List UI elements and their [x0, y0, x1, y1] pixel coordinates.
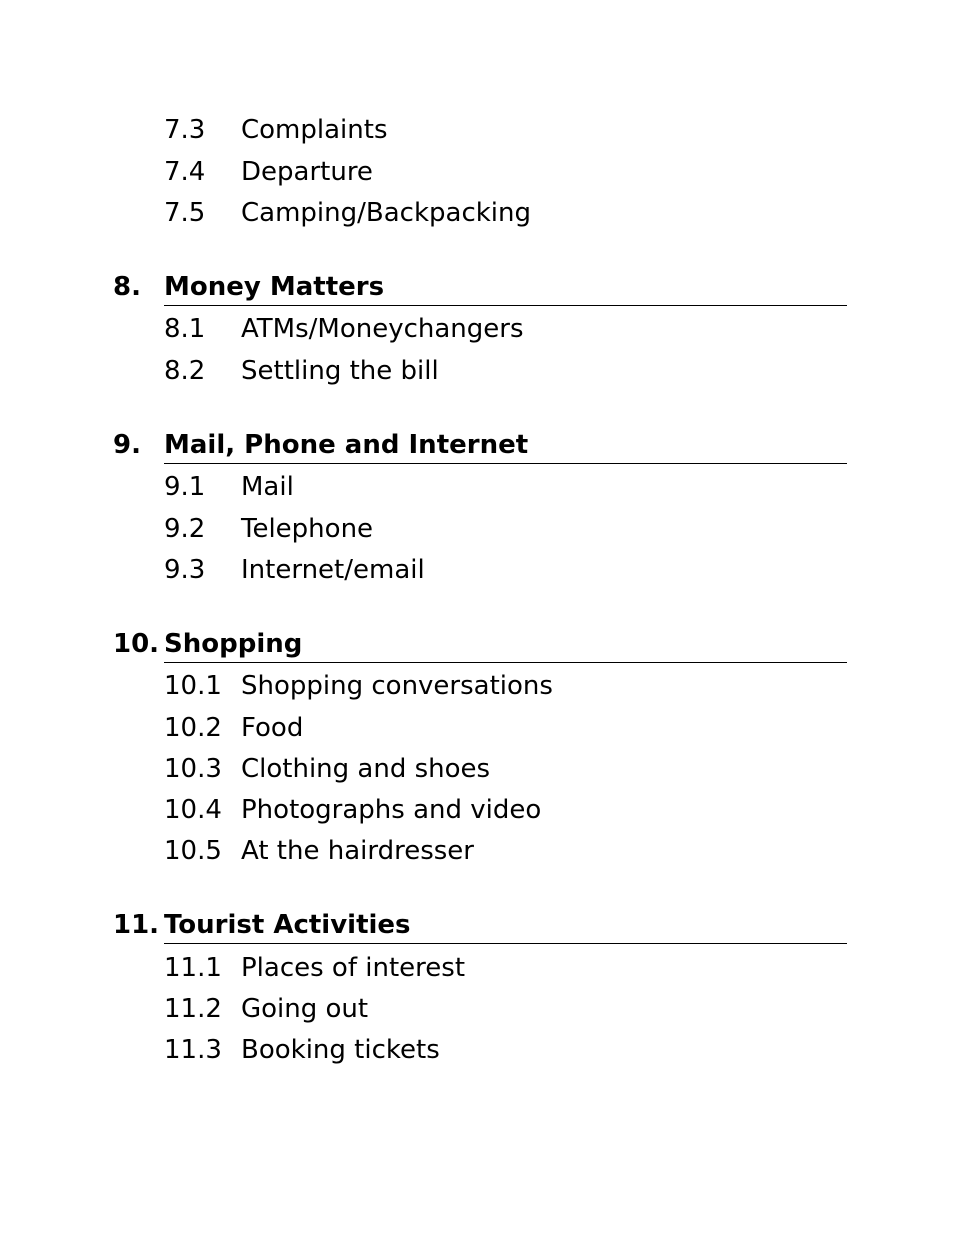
toc-item-title: Clothing and shoes — [241, 754, 491, 784]
toc-item[interactable] — [0, 835, 960, 875]
toc-item-number: 8.2 — [164, 356, 206, 386]
toc-section-title: Money Matters — [164, 272, 385, 302]
toc-item-number: 8.1 — [164, 314, 206, 344]
toc-item[interactable] — [0, 355, 960, 395]
section-divider — [164, 662, 847, 663]
toc-item-number: 9.3 — [164, 555, 206, 585]
toc-item-title: Places of interest — [241, 953, 466, 983]
toc-item-title: Photographs and video — [241, 795, 542, 825]
toc-item[interactable] — [0, 670, 960, 710]
toc-item[interactable] — [0, 952, 960, 992]
toc-item-title: Mail — [241, 472, 294, 502]
toc-item[interactable] — [0, 794, 960, 834]
toc-section-number: 10. — [113, 629, 160, 659]
toc-item-number: 11.3 — [164, 1035, 222, 1065]
toc-item-number: 11.1 — [164, 953, 222, 983]
toc-item-number: 10.4 — [164, 795, 222, 825]
toc-item-number: 7.3 — [164, 115, 206, 145]
toc-item-number: 11.2 — [164, 994, 222, 1024]
toc-item-title: Camping/Backpacking — [241, 198, 531, 228]
toc-item[interactable] — [0, 554, 960, 594]
toc-item-title: Booking tickets — [241, 1035, 440, 1065]
toc-item-title: ATMs/Moneychangers — [241, 314, 524, 344]
toc-section-title: Mail, Phone and Internet — [164, 430, 529, 460]
toc-item-title: Shopping conversations — [241, 671, 553, 701]
toc-item-number: 10.2 — [164, 713, 222, 743]
toc-item-number: 10.3 — [164, 754, 222, 784]
toc-item-number: 7.4 — [164, 157, 206, 187]
section-divider — [164, 305, 847, 306]
toc-item[interactable] — [0, 313, 960, 353]
toc-item-number: 10.5 — [164, 836, 222, 866]
toc-item[interactable] — [0, 156, 960, 196]
toc-item[interactable] — [0, 1034, 960, 1074]
toc-section-number: 9. — [113, 430, 141, 460]
toc-item[interactable] — [0, 471, 960, 511]
toc-section-number: 8. — [113, 272, 141, 302]
toc-item-number: 10.1 — [164, 671, 222, 701]
toc-item-number: 9.1 — [164, 472, 206, 502]
toc-item-title: Internet/email — [241, 555, 425, 585]
toc-item[interactable] — [0, 114, 960, 154]
toc-item[interactable] — [0, 513, 960, 553]
toc-item-title: At the hairdresser — [241, 836, 474, 866]
section-divider — [164, 943, 847, 944]
toc-item-title: Telephone — [241, 514, 374, 544]
toc-item[interactable] — [0, 753, 960, 793]
toc-section-title: Tourist Activities — [164, 910, 411, 940]
toc-section-title: Shopping — [164, 629, 303, 659]
toc-item[interactable] — [0, 712, 960, 752]
toc-item-title: Food — [241, 713, 304, 743]
toc-item-title: Going out — [241, 994, 369, 1024]
toc-item-title: Departure — [241, 157, 373, 187]
toc-item-title: Settling the bill — [241, 356, 439, 386]
toc-item[interactable] — [0, 993, 960, 1033]
toc-section-number: 11. — [113, 910, 160, 940]
toc-item-title: Complaints — [241, 115, 388, 145]
toc-item-number: 9.2 — [164, 514, 206, 544]
section-divider — [164, 463, 847, 464]
toc-item-number: 7.5 — [164, 198, 206, 228]
toc-item[interactable] — [0, 197, 960, 237]
